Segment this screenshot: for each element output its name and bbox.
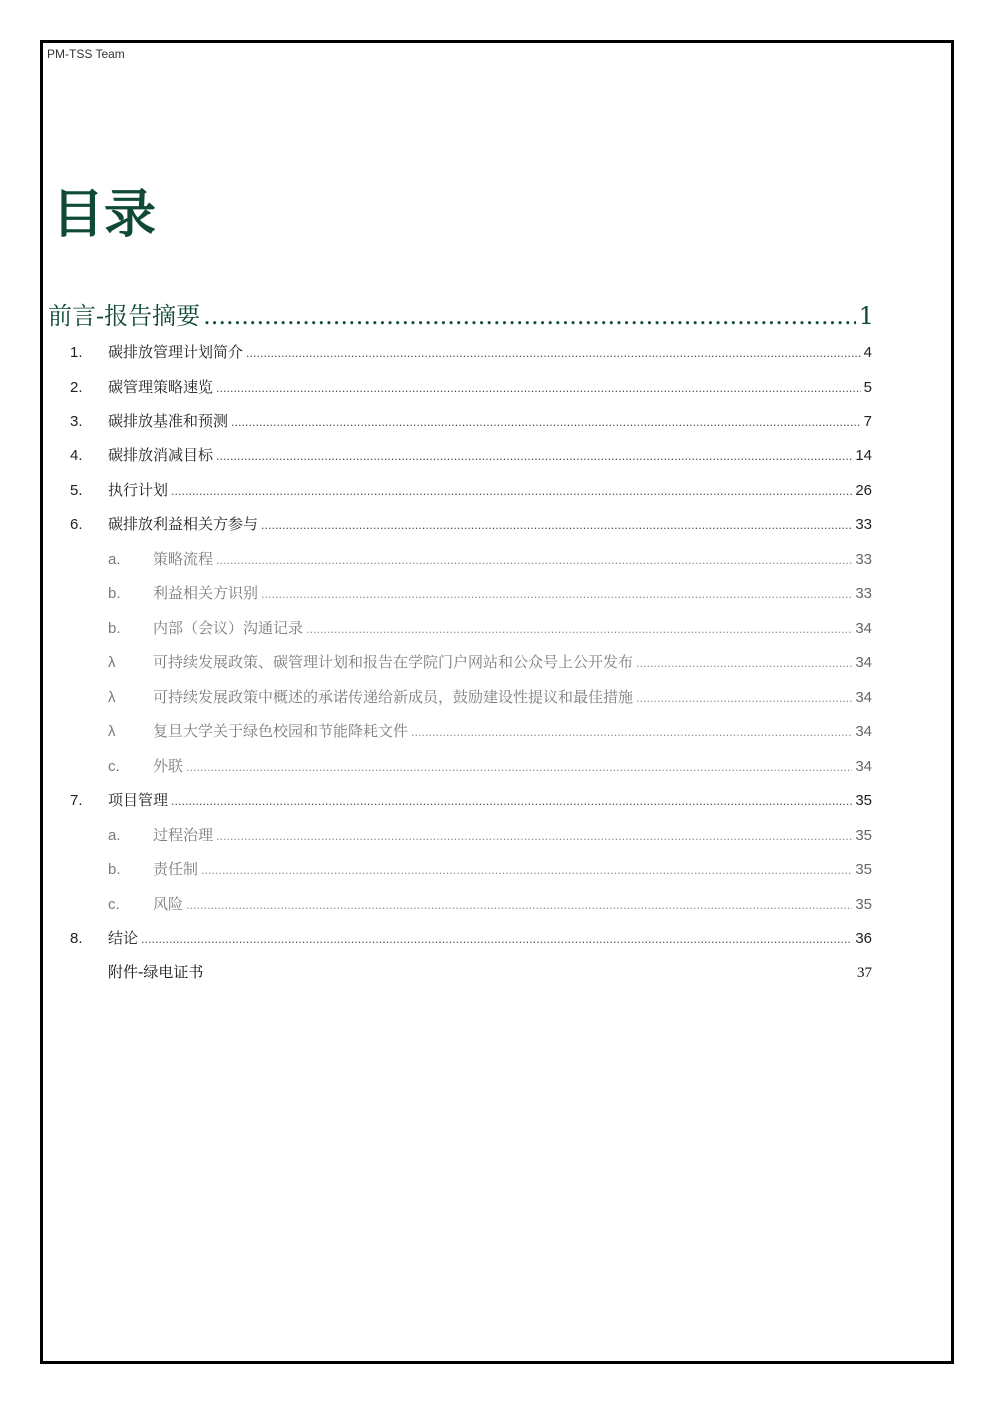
- toc-entry[interactable]: [108, 824, 872, 845]
- toc-dot-leader: [201, 864, 852, 877]
- toc-entry[interactable]: [108, 686, 872, 707]
- toc-dot-leader: [261, 588, 852, 601]
- toc-entry-number: λ: [108, 689, 116, 706]
- toc-entry-label: 碳排放消减目标: [108, 446, 214, 464]
- toc-entry-label: 可持续发展政策、碳管理计划和报告在学院门户网站和公众号上公开发布: [153, 653, 634, 671]
- toc-dot-leader: [171, 795, 852, 808]
- toc-entry-number: 2.: [70, 379, 83, 396]
- toc-entry[interactable]: [70, 376, 872, 397]
- toc-entry[interactable]: [108, 893, 872, 914]
- toc-dot-leader: [636, 657, 852, 670]
- toc-dot-leader: [203, 302, 856, 330]
- toc-entry[interactable]: [108, 755, 872, 776]
- toc-entry[interactable]: [108, 548, 872, 569]
- toc-entry-top[interactable]: [48, 296, 874, 331]
- toc-entry-appendix[interactable]: [108, 961, 872, 982]
- toc-dot-leader: [216, 830, 852, 843]
- toc-entry-label: 过程治理: [153, 826, 214, 844]
- toc-entry-page-number: 35: [855, 861, 872, 878]
- toc-entry-label: 内部（会议）沟通记录: [153, 619, 304, 637]
- toc-entry-label: 碳排放管理计划简介: [108, 343, 244, 361]
- toc-entry-label: 碳排放利益相关方参与: [108, 515, 259, 533]
- toc-dot-leader: [141, 933, 852, 946]
- toc-entry[interactable]: [108, 858, 872, 879]
- toc-dot-leader: [306, 623, 852, 636]
- toc-entry-label: 利益相关方识别: [153, 584, 259, 602]
- toc-entry-label: 碳管理策略速览: [108, 378, 214, 396]
- toc-title: 目录: [52, 184, 157, 245]
- toc-entry-number: 8.: [70, 930, 83, 947]
- header-team-label: PM-TSS Team: [47, 47, 125, 61]
- toc-entry-number: 1.: [70, 344, 83, 361]
- toc-entry-label: 前言-报告摘要: [48, 302, 201, 330]
- toc-entry-page-number: 34: [855, 758, 872, 775]
- toc-entry-label: 项目管理: [108, 791, 169, 809]
- toc-entry-page-number: 35: [855, 827, 872, 844]
- toc-entry-number: a.: [108, 827, 121, 844]
- toc-entry-number: b.: [108, 861, 121, 878]
- toc-entry[interactable]: [70, 927, 872, 948]
- toc-entry-page-number: 37: [857, 965, 872, 981]
- toc-dot-leader: [186, 899, 852, 912]
- toc-entry-label: 执行计划: [108, 481, 169, 499]
- toc-entry[interactable]: [108, 617, 872, 638]
- toc-dot-leader: [216, 554, 852, 567]
- toc-entry-label: 复旦大学关于绿色校园和节能降耗文件: [153, 722, 409, 740]
- toc-dot-leader: [246, 347, 861, 360]
- toc-entry-label: 策略流程: [153, 550, 214, 568]
- toc-dot-leader: [231, 416, 861, 429]
- toc-entry-number: λ: [108, 654, 116, 671]
- toc-entry-page-number: 34: [855, 620, 872, 637]
- toc-entry-number: c.: [108, 896, 120, 913]
- toc-dot-leader: [636, 692, 852, 705]
- toc-entry-page-number: 35: [855, 896, 872, 913]
- toc-entry-page-number: 36: [855, 930, 872, 947]
- toc-entry-number: 4.: [70, 447, 83, 464]
- toc-entry[interactable]: [70, 789, 872, 810]
- toc-entry[interactable]: [70, 444, 872, 465]
- toc-entry-page-number: 35: [855, 792, 872, 809]
- toc-entry-label: 责任制: [153, 860, 199, 878]
- toc-entry-number: 5.: [70, 482, 83, 499]
- toc-entry-label: 可持续发展政策中概述的承诺传递给新成员，鼓励建设性提议和最佳措施: [153, 688, 634, 706]
- toc-entry-page-number: 7: [863, 413, 872, 430]
- toc-dot-leader: [186, 761, 852, 774]
- toc-entry-page-number: 4: [863, 344, 872, 361]
- toc-entry-number: a.: [108, 551, 121, 568]
- toc-entry[interactable]: [108, 651, 872, 672]
- toc-entry-number: 6.: [70, 516, 83, 533]
- toc-entry-page-number: 34: [855, 689, 872, 706]
- toc-dot-leader: [261, 519, 852, 532]
- toc-entry-label: 风险: [153, 895, 184, 913]
- toc-entry-number: b.: [108, 620, 121, 637]
- toc-dot-leader: [171, 485, 852, 498]
- toc-entry-label: 附件-绿电证书: [108, 963, 204, 981]
- toc-entry-page-number: 26: [855, 482, 872, 499]
- toc-entry-page-number: 14: [855, 447, 872, 464]
- toc-entry-page-number: 33: [855, 516, 872, 533]
- toc-entry-number: b.: [108, 585, 121, 602]
- toc-entry-page-number: 34: [855, 654, 872, 671]
- toc-entry[interactable]: [70, 410, 872, 431]
- toc-dot-leader: [216, 382, 861, 395]
- toc-entry-page-number: 33: [855, 585, 872, 602]
- toc-entry[interactable]: [108, 582, 872, 603]
- toc-entry-label: 碳排放基准和预测: [108, 412, 229, 430]
- toc-entry[interactable]: [70, 341, 872, 362]
- toc-entry[interactable]: [70, 479, 872, 500]
- toc-entry-page-number: 5: [863, 379, 872, 396]
- toc-entry-page-number: 1: [858, 302, 874, 330]
- toc-entry-number: 7.: [70, 792, 83, 809]
- toc-entry-number: c.: [108, 758, 120, 775]
- toc-dot-leader: [411, 726, 852, 739]
- toc-entry-label: 结论: [108, 929, 139, 947]
- toc-entry[interactable]: [70, 513, 872, 534]
- toc-entry-number: λ: [108, 723, 116, 740]
- toc-entry[interactable]: [108, 720, 872, 741]
- toc-entry-page-number: 34: [855, 723, 872, 740]
- toc-entry-page-number: 33: [855, 551, 872, 568]
- toc-entry-label: 外联: [153, 757, 184, 775]
- toc-dot-leader: [216, 450, 852, 463]
- toc-entry-number: 3.: [70, 413, 83, 430]
